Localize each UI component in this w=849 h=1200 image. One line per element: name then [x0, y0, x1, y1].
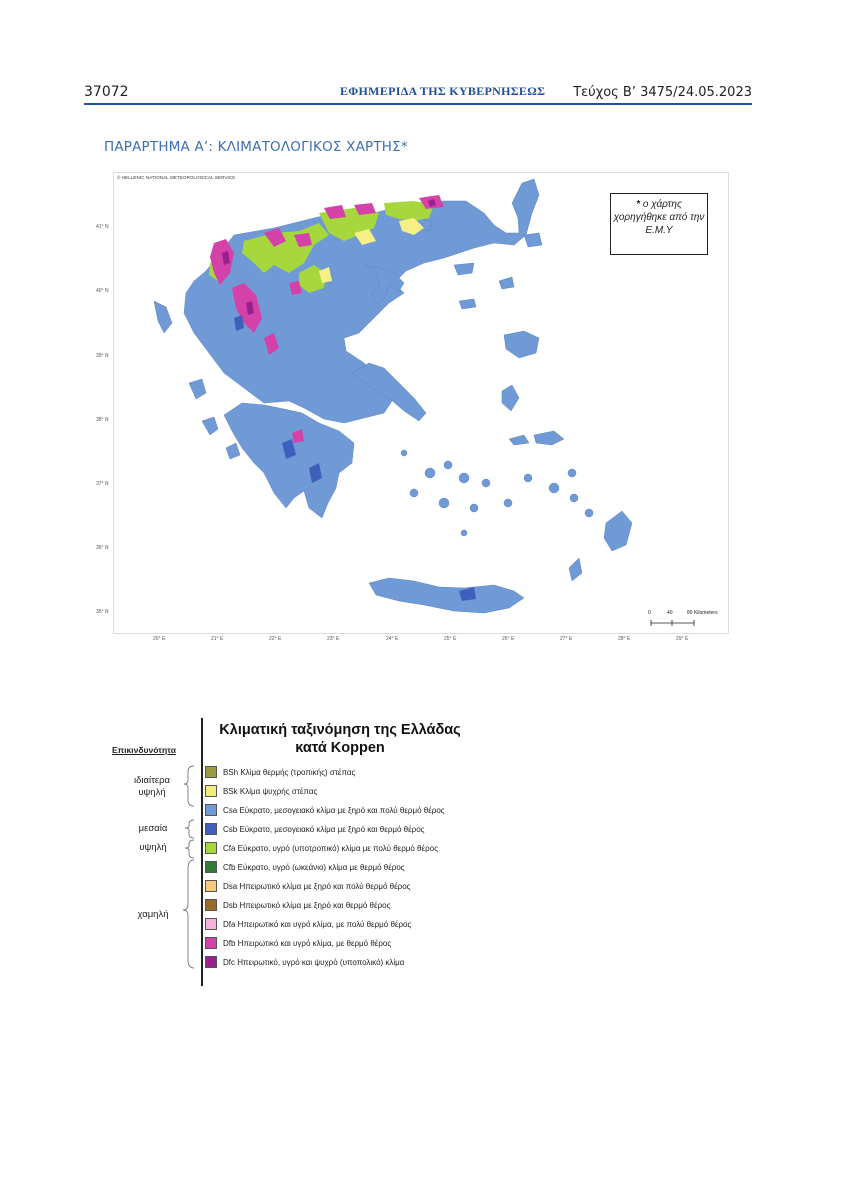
map-note [610, 193, 708, 255]
lon-label: 23° E [327, 636, 340, 642]
lon-label: 24° E [386, 636, 399, 642]
scale-label: 0 [648, 610, 651, 616]
legend-item-csb [205, 822, 425, 836]
legend-divider [201, 718, 203, 986]
swatch-dfb [205, 937, 217, 949]
legend-item-cfa [205, 841, 438, 855]
legend-item-dsa [205, 879, 411, 893]
gazette-title: ΕΦΗΜΕΡΙΔΑ ΤΗΣ ΚΥΒΕΡΝΗΣΕΩΣ [340, 84, 546, 98]
lon-label: 29° E [676, 636, 689, 642]
legend-item-bsk [205, 784, 317, 798]
map-credit: © HELLENIC NATIONAL METEOROLOGICAL SERVICE [117, 175, 236, 180]
legend-item-label: BSh Κλίμα θερμής (τροπικής) στέπας [223, 767, 356, 777]
legend-item-label: Csb Εύκρατο, μεσογειακό κλίμα με ξηρό και θερμό θέρος [223, 824, 425, 834]
legend-item-label: Dsb Ηπειρωτικό κλίμα με ξηρό και θερμό θέρος [223, 900, 391, 910]
note-text: ο χάρτης χορηγήθηκε από την Ε.Μ.Υ [613, 199, 705, 236]
legend-item-label: Dfc Ηπειρωτικό, υγρό και ψυχρό (υποπολικό) κλίμα [223, 957, 405, 967]
legend-item-cfb [205, 860, 405, 874]
lat-label: 40° N [96, 288, 109, 294]
swatch-dfa [205, 918, 217, 930]
risk-level-medium: μεσαία [138, 823, 168, 834]
legend-item-dfb [205, 936, 391, 950]
swatch-csa [205, 804, 217, 816]
issue-info: Τεύχος Β’ 3475/24.05.2023 [573, 85, 752, 100]
swatch-cfa [205, 842, 217, 854]
risk-level-low: χαμηλή [137, 909, 169, 920]
swatch-bsk [205, 785, 217, 797]
legend-title-line1: Κλιματική ταξινόμηση της Ελλάδας [219, 722, 461, 738]
risk-level-high: υψηλή [139, 842, 167, 853]
swatch-dfc [205, 956, 217, 968]
lat-label: 39° N [96, 353, 109, 359]
note-star: * [636, 199, 641, 210]
scale-bar [651, 620, 694, 626]
header-rule [84, 103, 752, 105]
lon-label: 27° E [560, 636, 573, 642]
legend-title-line2: κατά Koppen [295, 740, 385, 756]
legend-item-label: BSk Κλίμα ψυχρής στέπας [223, 786, 318, 796]
risk-header: Επικινδυνότητα [112, 745, 176, 755]
swatch-bsh [205, 766, 217, 778]
scale-label: 40 [667, 610, 673, 616]
legend-item-csa [205, 803, 445, 817]
annex-title: ΠΑΡΑΡΤΗΜΑ Α’: ΚΛΙΜΑΤΟΛΟΓΙΚΟΣ ΧΑΡΤΗΣ* [104, 139, 408, 155]
legend-item-label: Cfb Εύκρατο, υγρό (ωκεάνιο) κλίμα με θερμό θέρος [223, 862, 405, 872]
lon-label: 26° E [502, 636, 515, 642]
risk-level-very-high: ιδιαίτερα υψηλή [134, 775, 170, 798]
lon-label: 25° E [444, 636, 457, 642]
legend-item-label: Csa Εύκρατο, μεσογειακό κλίμα με ξηρό και πολύ θερμό θέρος [223, 805, 445, 815]
lon-label: 22° E [269, 636, 282, 642]
lat-label: 38° N [96, 417, 109, 423]
legend-item-label: Dfb Ηπειρωτικό και υγρό κλίμα, με θερμό θέρος [223, 938, 392, 948]
lat-label: 35° N [96, 609, 109, 615]
swatch-cfb [205, 861, 217, 873]
legend-item-dfc [205, 955, 404, 969]
legend-item-dsb [205, 898, 390, 912]
lat-label: 37° N [96, 481, 109, 487]
legend-item-label: Cfa Εύκρατο, υγρό (υποτροπικό) κλίμα με πολύ θερμό θέρος [223, 843, 438, 853]
swatch-csb [205, 823, 217, 835]
lon-label: 21° E [211, 636, 224, 642]
lat-label: 41° N [96, 224, 109, 230]
lon-label: 28° E [618, 636, 631, 642]
swatch-dsb [205, 899, 217, 911]
lat-label: 36° N [96, 545, 109, 551]
scale-label: 80 Kilometers [687, 610, 718, 616]
lon-label: 20° E [153, 636, 166, 642]
legend-item-dfa [205, 917, 411, 931]
swatch-dsa [205, 880, 217, 892]
page-number: 37072 [84, 84, 129, 100]
legend-title [205, 721, 475, 757]
legend-item-bsh [205, 765, 355, 779]
legend-item-label: Dsa Ηπειρωτικό κλίμα με ξηρό και πολύ θερμό θέρος [223, 881, 411, 891]
legend-item-label: Dfa Ηπειρωτικό και υγρό κλίμα, με πολύ θερμό θέρος [223, 919, 412, 929]
risk-braces [180, 762, 198, 974]
